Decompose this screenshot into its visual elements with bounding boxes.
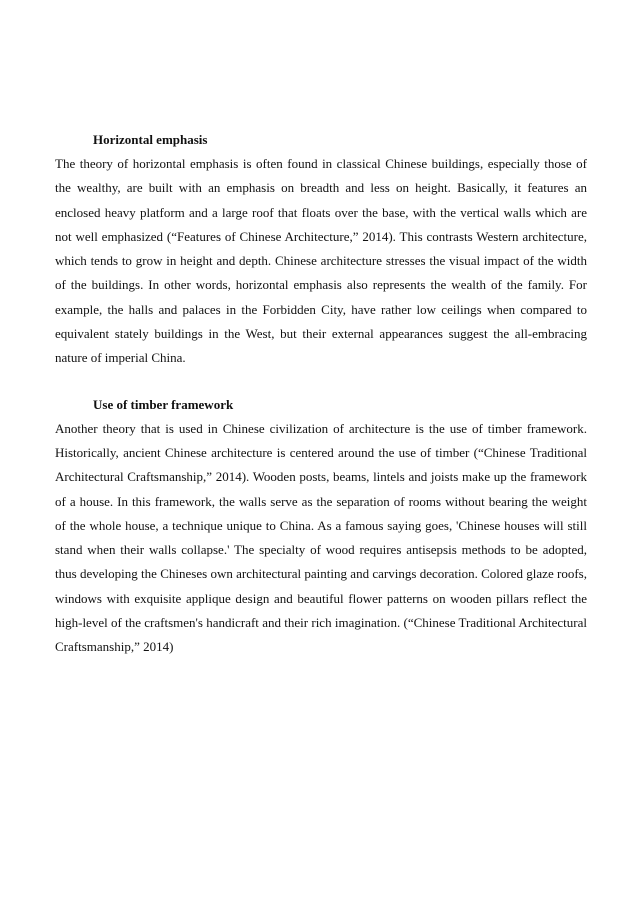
section-body-horizontal-emphasis: The theory of horizontal emphasis is often found in classical Chinese buildings, especially those of the wealthy, are built with an emphasis on breadth and less on height. Basically, it features an enclosed heavy platform and a large roof that floats over the base, with the vertical walls which are not well emphasized (“Features of Chinese Architecture,” 2014). This contrasts Western architecture, which tends to grow in height and depth. Chinese architecture stresses the visual impact of the width of the buildings. In other words, horizontal emphasis also represents the wealth of the family. For example, the halls and palaces in the Forbidden City, have rather low ceilings when compared to equivalent stately buildings in the West, but their external appearances suggest the all-embracing nature of imperial China. <box>55 156 587 366</box>
section-body-timber-framework: Another theory that is used in Chinese civilization of architecture is the use of timber framework. Historically, ancient Chinese architecture is centered around the use of timber (“Chinese Traditional Architectural Craftsmanship,” 2014). Wooden posts, beams, lintels and joists make up the framework of a house. In this framework, the walls serve as the separation of rooms without bearing the weight of the whole house, a technique unique to China. As a famous saying goes, 'Chinese houses will still stand when their walls collapse.' The specialty of wood requires antisepsis methods to be adopted, thus developing the Chineses own architectural painting and carvings decoration. Colored glaze roofs, windows with exquisite applique design and beautiful flower patterns on wooden pillars reflect the high-level of the craftsmen's handicraft and their rich imagination. (“Chinese Traditional Architectural Craftsmanship,” 2014) <box>55 420 587 655</box>
section-heading-horizontal-emphasis: Horizontal emphasis <box>93 132 208 147</box>
section-heading-timber-framework: Use of timber framework <box>93 396 234 412</box>
document-content <box>55 128 587 660</box>
section-divider-space <box>55 371 587 393</box>
